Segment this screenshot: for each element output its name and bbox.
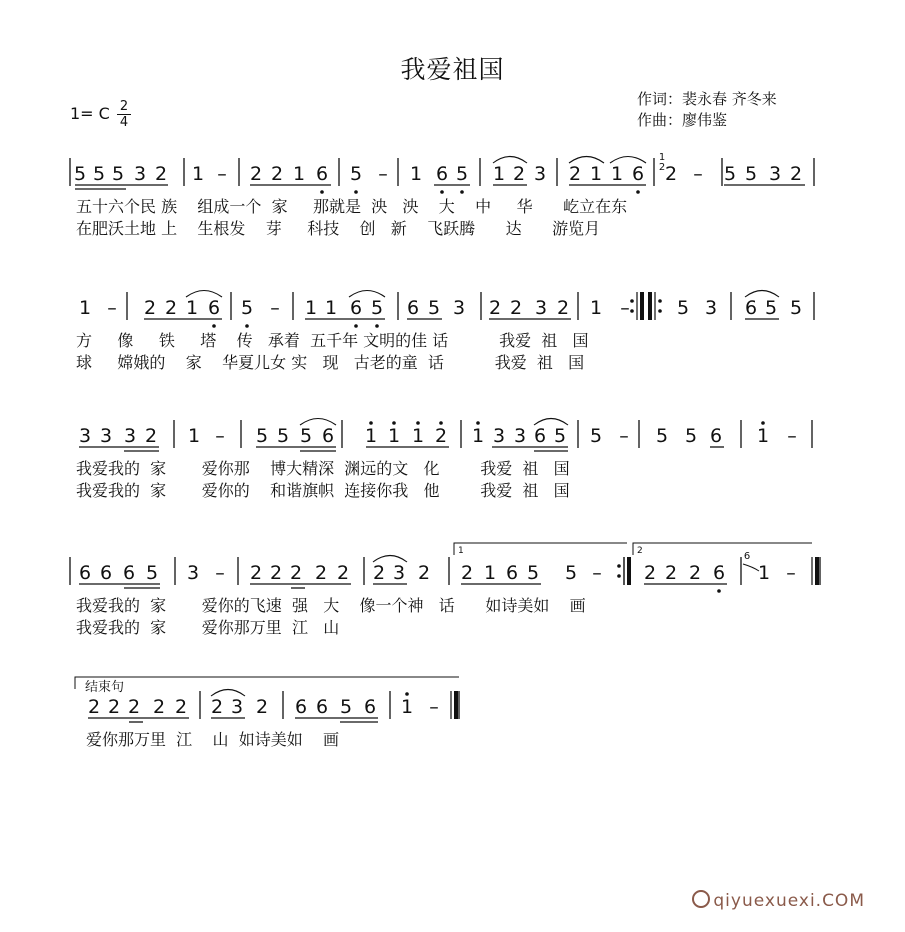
note: 2 (152, 696, 166, 718)
note: 2 (789, 163, 803, 185)
repeat-dot (630, 309, 634, 313)
note: 5 (455, 163, 469, 185)
repeat-dot (630, 299, 634, 303)
note: 3 (452, 297, 466, 319)
note: 5 (526, 562, 540, 584)
note: 6 (122, 562, 136, 584)
composer-credit: 作曲：廖伟鉴 (637, 111, 728, 129)
ending-marker: 2 (658, 162, 666, 173)
note: 2 (664, 163, 678, 185)
note: 3 (230, 696, 244, 718)
note: 1 (757, 562, 771, 584)
repeat-dot (617, 574, 621, 578)
note: 1 (400, 696, 414, 718)
note-dash: – (215, 425, 225, 447)
note: 6 (406, 297, 420, 319)
note-dash: – (620, 297, 630, 319)
note-dash: – (693, 163, 703, 185)
note-dash: – (429, 696, 439, 718)
note: 2 (512, 163, 526, 185)
note: 3 (133, 163, 147, 185)
note: 1 (304, 297, 318, 319)
key-signature: 1= C (70, 104, 110, 123)
note: 5 (339, 696, 353, 718)
note: 6 (78, 562, 92, 584)
octave-dot-above (439, 421, 443, 425)
watermark-logo-icon (692, 890, 710, 908)
note: 1 (364, 425, 378, 447)
note: 2 (568, 163, 582, 185)
octave-dot-above (416, 421, 420, 425)
note-dash: – (787, 425, 797, 447)
note: 5 (145, 562, 159, 584)
volta-second-ending (633, 543, 812, 555)
note: 5 (92, 163, 106, 185)
note: 1 (191, 163, 205, 185)
lyricist-credit: 作词：裴永春 齐冬来 (637, 90, 777, 108)
note: 2 (556, 297, 570, 319)
note: 2 (164, 297, 178, 319)
note: 6 (631, 163, 645, 185)
octave-dot-above (476, 421, 480, 425)
note-dash: – (378, 163, 388, 185)
note: 1 (471, 425, 485, 447)
note: 2 (460, 562, 474, 584)
note: 6 (712, 562, 726, 584)
octave-dot-above (761, 421, 765, 425)
note: 6 (435, 163, 449, 185)
volta-first-ending-label: 1 (458, 546, 464, 556)
note: 2 (688, 562, 702, 584)
meter-top: 2 (119, 99, 129, 114)
note: 5 (73, 163, 87, 185)
note: 2 (174, 696, 188, 718)
note: 3 (533, 163, 547, 185)
note: 1 (483, 562, 497, 584)
volta-second-ending-label: 2 (637, 546, 643, 556)
note: 5 (564, 562, 578, 584)
note: 2 (289, 562, 303, 584)
note: 6 (505, 562, 519, 584)
note: 3 (704, 297, 718, 319)
note: 1 (387, 425, 401, 447)
note: 6 (349, 297, 363, 319)
grace-note: 6 (743, 551, 751, 562)
note: 2 (144, 425, 158, 447)
lyric-line: 方 像 铁 塔 传 承着 五千年 文明的佳 话 我爱 祖 国 (76, 331, 589, 350)
note: 3 (123, 425, 137, 447)
note: 5 (655, 425, 669, 447)
octave-dot-above (392, 421, 396, 425)
note: 2 (127, 696, 141, 718)
lyric-line: 我爱我的 家 爱你那 博大精深 渊远的文 化 我爱 祖 国 (76, 459, 570, 478)
note: 2 (87, 696, 101, 718)
note: 2 (270, 163, 284, 185)
note: 2 (255, 696, 269, 718)
note: 5 (723, 163, 737, 185)
note: 2 (210, 696, 224, 718)
note: 1 (324, 297, 338, 319)
note: 5 (111, 163, 125, 185)
note: 6 (315, 696, 329, 718)
note: 2 (434, 425, 448, 447)
note: 5 (427, 297, 441, 319)
note: 2 (509, 297, 523, 319)
note: 6 (744, 297, 758, 319)
lyric-line: 爱你那万里 江 山 如诗美如 画 (86, 730, 340, 749)
note: 5 (370, 297, 384, 319)
note: 3 (768, 163, 782, 185)
note: 5 (240, 297, 254, 319)
song-title: 我爱祖国 (400, 55, 505, 84)
note: 6 (99, 562, 113, 584)
note: 6 (294, 696, 308, 718)
note-dash: – (619, 425, 629, 447)
note: 1 (411, 425, 425, 447)
lyric-line: 我爱我的 家 爱你的飞速 强 大 像一个神 话 如诗美如 画 (76, 596, 586, 615)
note: 1 (78, 297, 92, 319)
repeat-dot (658, 309, 662, 313)
note: 1 (589, 297, 603, 319)
ending-marker: 1 (658, 152, 666, 163)
note: 1 (187, 425, 201, 447)
note: 3 (99, 425, 113, 447)
note: 2 (249, 163, 263, 185)
note: 5 (676, 297, 690, 319)
lyric-line: 在肥沃土地 上 生根发 芽 科技 创 新 飞跃腾 达 游览月 (76, 219, 601, 238)
note: 2 (643, 562, 657, 584)
lyric-line: 我爱我的 家 爱你的 和谐旗帜 连接你我 他 我爱 祖 国 (76, 481, 570, 500)
note-dash: – (217, 163, 227, 185)
volta-first-ending (454, 543, 627, 555)
note: 3 (534, 297, 548, 319)
note: 5 (255, 425, 269, 447)
note: 1 (589, 163, 603, 185)
note: 5 (684, 425, 698, 447)
octave-dot-above (405, 692, 409, 696)
repeat-dot (617, 564, 621, 568)
site-watermark (692, 890, 865, 911)
note: 3 (392, 562, 406, 584)
note: 1 (185, 297, 199, 319)
note: 2 (488, 297, 502, 319)
note-dash: – (107, 297, 117, 319)
note: 5 (553, 425, 567, 447)
note: 3 (492, 425, 506, 447)
note: 2 (372, 562, 386, 584)
note: 3 (78, 425, 92, 447)
meter-bottom: 4 (119, 115, 129, 130)
lyric-line: 我爱我的 家 爱你那万里 江 山 (76, 618, 340, 637)
coda-bracket (75, 677, 459, 689)
note: 2 (249, 562, 263, 584)
note: 3 (186, 562, 200, 584)
note: 2 (664, 562, 678, 584)
repeat-dot (658, 299, 662, 303)
note: 2 (154, 163, 168, 185)
note: 2 (336, 562, 350, 584)
note-dash: – (786, 562, 796, 584)
note: 5 (299, 425, 313, 447)
note: 1 (610, 163, 624, 185)
note: 6 (315, 163, 329, 185)
note: 6 (533, 425, 547, 447)
note: 1 (292, 163, 306, 185)
note: 5 (744, 163, 758, 185)
note: 5 (276, 425, 290, 447)
note: 5 (764, 297, 778, 319)
note: 6 (207, 297, 221, 319)
note: 6 (321, 425, 335, 447)
note: 6 (709, 425, 723, 447)
note: 2 (269, 562, 283, 584)
watermark-text: qiyuexuexi.COM (713, 891, 865, 911)
note: 3 (513, 425, 527, 447)
note: 5 (349, 163, 363, 185)
octave-dot-below (717, 589, 721, 593)
octave-dot-above (369, 421, 373, 425)
note: 5 (789, 297, 803, 319)
note: 1 (756, 425, 770, 447)
note: 2 (417, 562, 431, 584)
note: 6 (363, 696, 377, 718)
note: 1 (492, 163, 506, 185)
grace-slur (743, 564, 759, 571)
coda-bracket-label: 结束句 (85, 680, 125, 695)
octave-dot-below (636, 190, 640, 194)
note: 2 (143, 297, 157, 319)
note: 2 (314, 562, 328, 584)
note: 1 (409, 163, 423, 185)
note-dash: – (270, 297, 280, 319)
note: 5 (589, 425, 603, 447)
lyric-line: 球 嫦娥的 家 华夏儿女 实 现 古老的童 话 我爱 祖 国 (76, 353, 585, 372)
note: 2 (107, 696, 121, 718)
lyric-line: 五十六个民 族 组成一个 家 那就是 泱 泱 大 中 华 屹立在东 (76, 197, 628, 216)
note-dash: – (592, 562, 602, 584)
note-dash: – (215, 562, 225, 584)
